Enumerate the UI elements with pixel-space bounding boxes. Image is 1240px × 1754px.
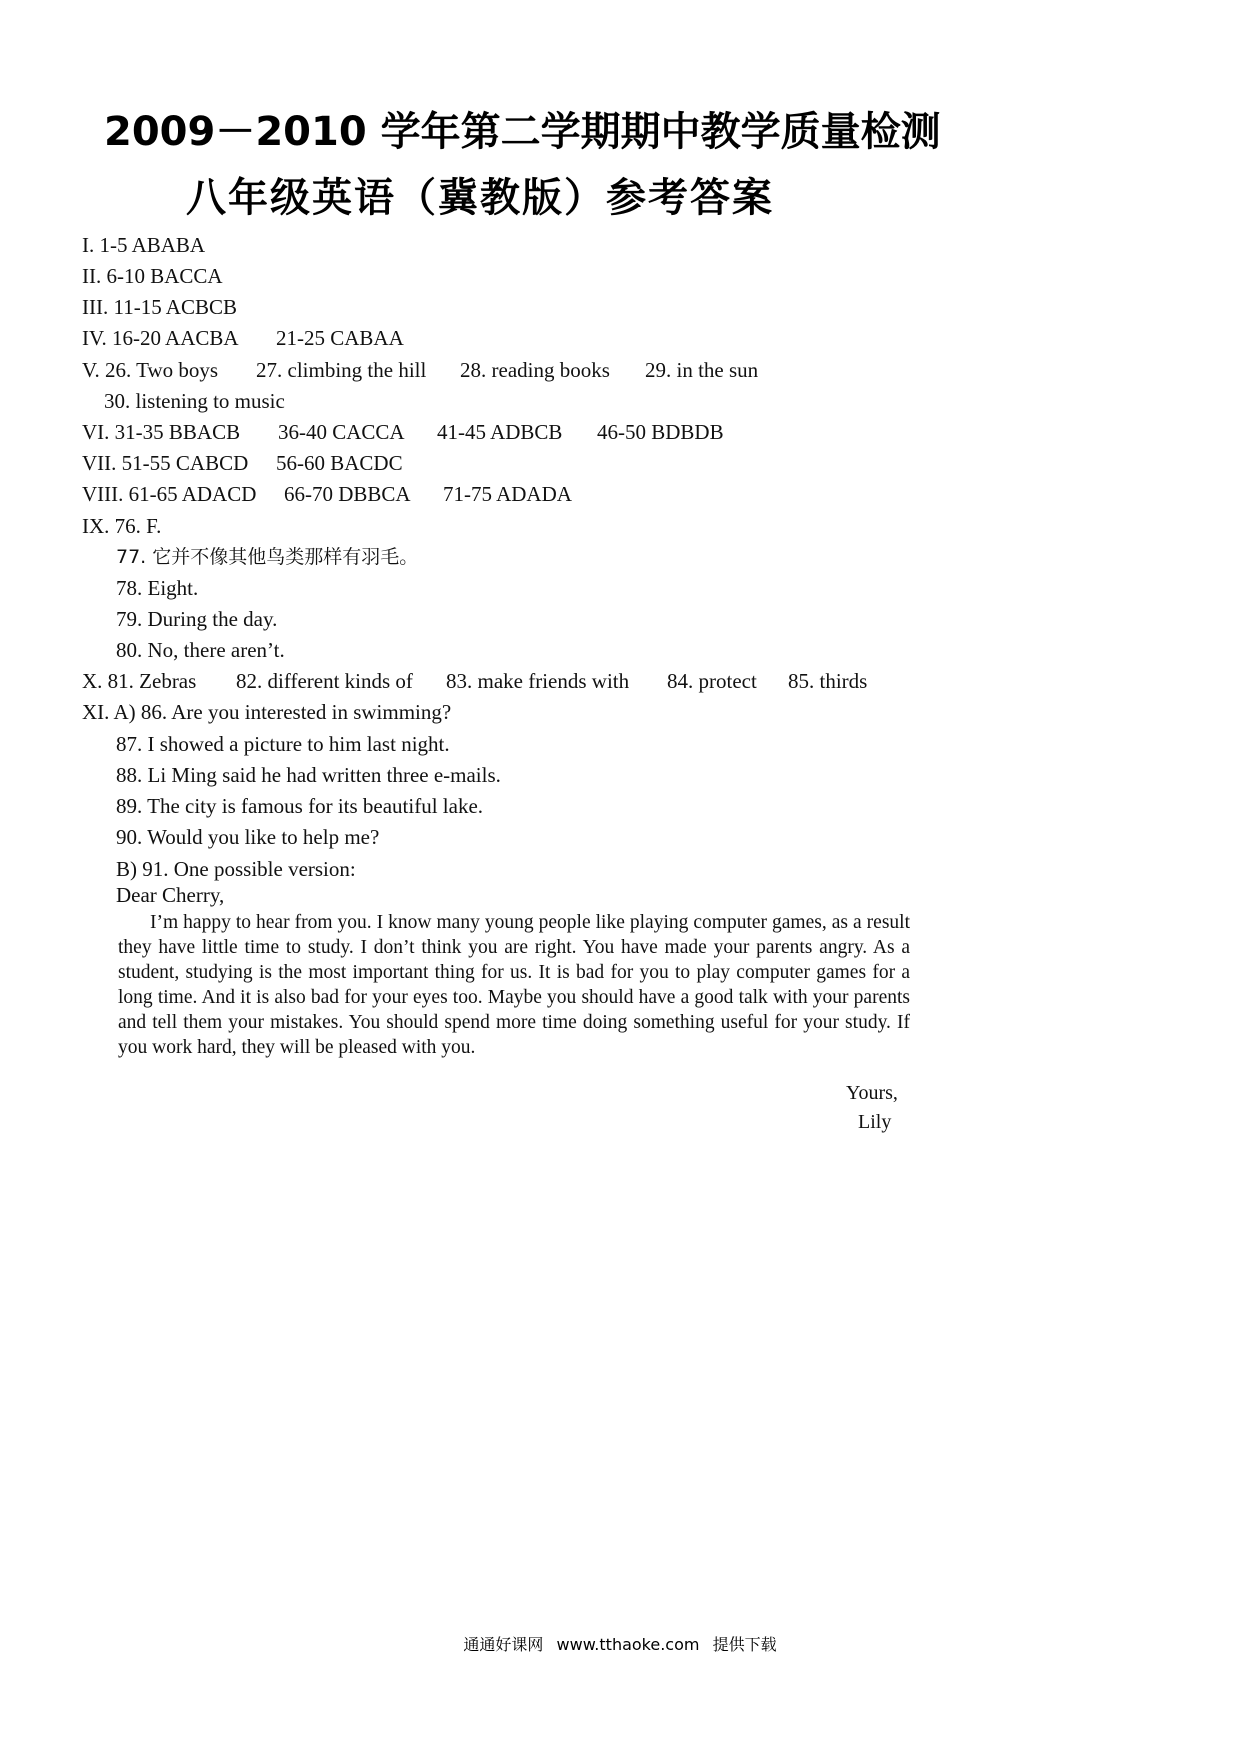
answer-item: 29. in the sun [645,358,759,382]
answer-item: 27. climbing the hill [256,358,427,382]
letter-signature: Lily [858,1111,892,1133]
answer-item: 28. reading books [460,358,610,382]
footer-note: 提供下载 [712,1635,777,1654]
answer-item-78: 78. Eight. [116,576,199,600]
answer-section-9: IX. 76. F. [82,514,162,538]
footer-url: www.tthaoke.com [556,1635,700,1654]
answer-item-88: 88. Li Ming said he had written three e-mails. [116,763,501,787]
answer-item: 41-45 ADBCB [437,420,563,444]
answer-item: 83. make friends with [446,669,630,693]
answer-item: 36-40 CACCA [278,420,405,444]
answer-item: 85. thirds [788,669,868,693]
answer-item: VII. 51-55 CABCD [82,451,249,475]
answer-item-89: 89. The city is famous for its beautiful lake. [116,794,484,818]
answer-section-11a: XI. A) 86. Are you interested in swimming? [82,700,452,724]
answer-item: VI. 31-35 BBACB [82,420,241,444]
letter-greeting: Dear Cherry, [116,883,225,907]
answer-item-80: 80. No, there aren’t. [116,638,285,662]
answer-item-90: 90. Would you like to help me? [116,825,380,849]
page-footer [0,1632,1240,1655]
title-line-2: 八年级英语（冀教版）参考答案 [186,175,774,221]
answer-item: X. 81. Zebras [82,669,197,693]
answer-item-77: 77. 它并不像其他鸟类那样有羽毛。 [116,546,419,568]
answer-item: V. 26. Two boys [82,358,219,382]
answer-item: VIII. 61-65 ADACD [82,482,257,506]
answer-section-3: III. 11-15 ACBCB [82,295,237,319]
footer-site-name: 通通好课网 [463,1635,544,1654]
letter-closing: Yours, [846,1082,898,1104]
answer-item: 21-25 CABAA [276,326,404,350]
answer-item: 82. different kinds of [236,669,413,693]
answer-item: 84. protect [667,669,757,693]
answer-item: 56-60 BACDC [276,451,403,475]
answer-section-2: II. 6-10 BACCA [82,264,223,288]
answer-item: 66-70 DBBCA [284,482,411,506]
answer-section-5-cont: 30. listening to music [104,389,285,413]
answer-item: 71-75 ADADA [443,482,572,506]
answer-item: IV. 16-20 AACBA [82,326,239,350]
answer-section-11b: B) 91. One possible version: [116,857,356,881]
answer-item: 46-50 BDBDB [597,420,724,444]
letter-body [118,910,910,1060]
title-line-1: 2009－2010 学年第二学期期中教学质量检测 [104,109,941,155]
answer-section-1: I. 1-5 ABABA [82,233,206,257]
letter-paragraph: I’m happy to hear from you. I know many young people like playing computer games, as a result they have little time to study. I don’t think you are right. You have made your parents angry. As a student, studying is the most important thing for us. It is bad for you to play computer games for a long time. And it is also bad for your eyes too. Maybe you should have a good talk with your parents and tell them your mistakes. You should spend more time doing something useful for your study. If you work hard, they will be pleased with you. [118,912,910,1058]
answer-item-79: 79. During the day. [116,607,278,631]
answer-item-87: 87. I showed a picture to him last night. [116,732,450,756]
